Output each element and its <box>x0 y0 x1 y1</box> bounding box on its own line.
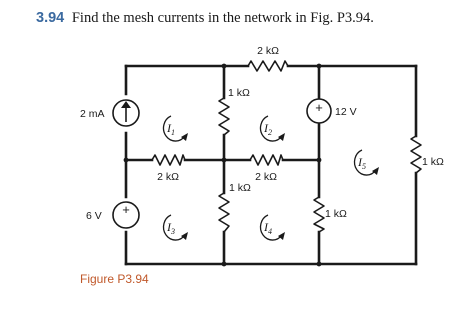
mid-right-resistor <box>250 155 283 183</box>
voltage-source-6v <box>86 202 139 228</box>
mesh-i2 <box>261 116 285 141</box>
top-resistor <box>248 45 288 71</box>
voltage-source-12v-label: 12 V <box>335 106 357 118</box>
far-right-resistor <box>411 136 444 173</box>
mesh-i1 <box>164 116 188 141</box>
mid-left-resistor-label: 2 kΩ <box>157 171 179 183</box>
figure-caption: Figure P3.94 <box>80 272 149 286</box>
mesh-i4 <box>261 215 285 240</box>
mesh-i1-label: $I_1$ <box>167 121 175 137</box>
mesh-i4-label: $I_4$ <box>264 220 272 236</box>
mesh-i5 <box>355 150 379 175</box>
mid-right-resistor-label: 2 kΩ <box>255 171 277 183</box>
top-resistor-label: 2 kΩ <box>257 45 279 57</box>
voltage-source-12v <box>307 99 357 123</box>
far-right-resistor-label: 1 kΩ <box>422 156 444 168</box>
left-bottom-vertical-resistor-label: 1 kΩ <box>229 182 251 194</box>
right-bottom-vertical-resistor-label: 1 kΩ <box>325 208 347 220</box>
left-top-vertical-resistor-label: 1 kΩ <box>228 87 250 99</box>
mesh-i3 <box>164 215 188 240</box>
mesh-i5-label: $I_5$ <box>358 155 366 171</box>
current-source <box>80 100 139 126</box>
mesh-i2-label: $I_2$ <box>264 121 272 137</box>
plus-sign: + <box>315 100 323 115</box>
voltage-source-6v-label: 6 V <box>86 210 102 222</box>
mesh-i3-label: $I_3$ <box>167 220 175 236</box>
right-bottom-vertical-resistor <box>314 197 347 232</box>
junctions <box>124 64 322 267</box>
problem-number: 3.94 <box>36 10 65 26</box>
plus-sign: + <box>122 202 130 217</box>
current-source-label: 2 mA <box>80 108 105 120</box>
mid-left-resistor <box>152 155 185 183</box>
problem-text: Find the mesh currents in the network in Fig. P3.94. <box>71 10 374 26</box>
